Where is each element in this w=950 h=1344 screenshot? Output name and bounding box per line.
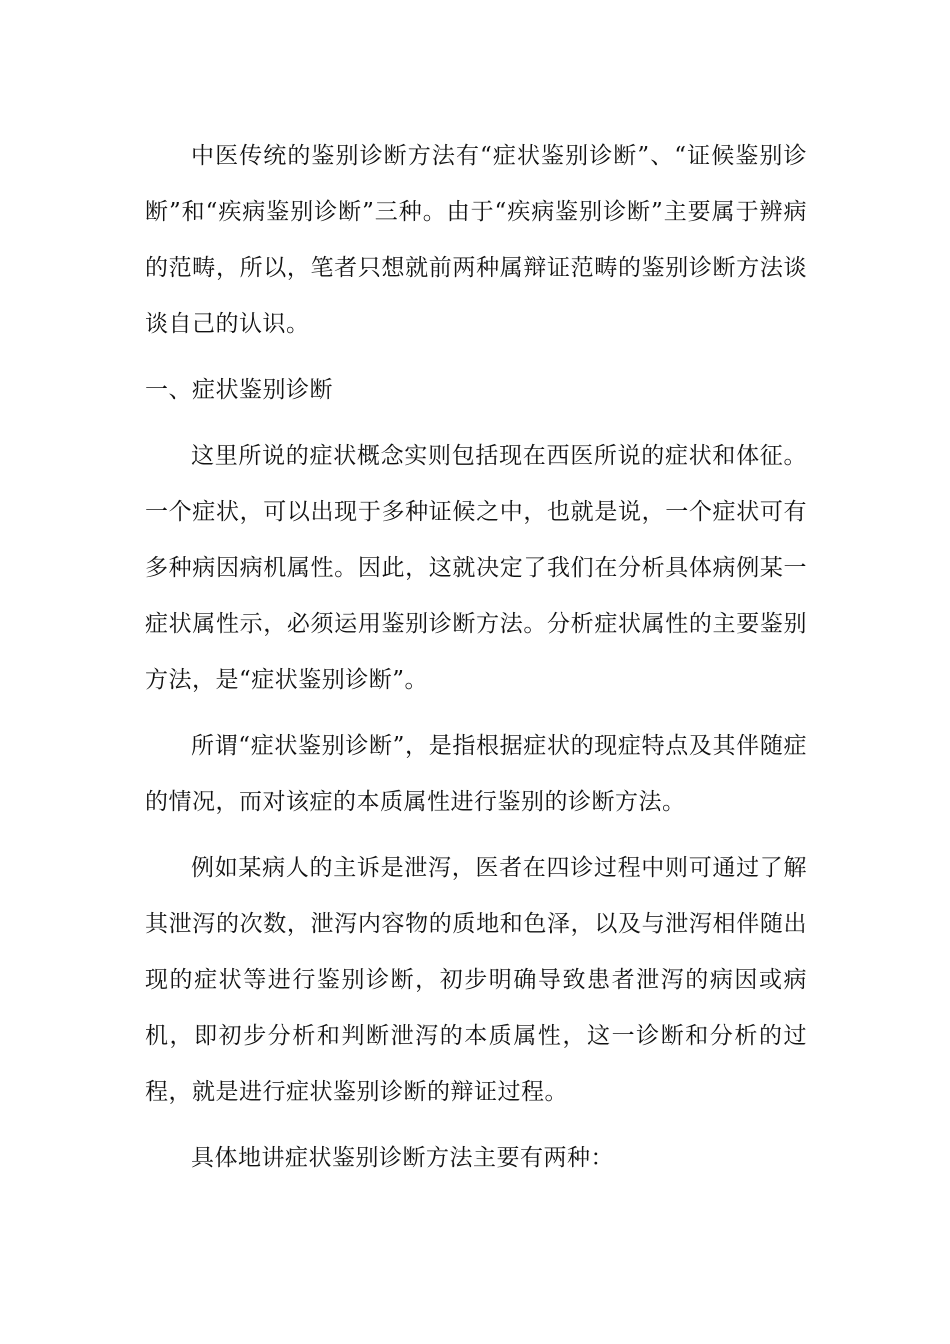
definition-paragraph: 所谓“症状鉴别诊断”，是指根据症状的现症特点及其伴随症的情况，而对该症的本质属性进行鉴别的诊断方法。 bbox=[145, 733, 807, 815]
document-body bbox=[145, 128, 807, 1196]
example-paragraph: 例如某病人的主诉是泄泻，医者在四诊过程中则可通过了解其泄泻的次数，泄泻内容物的质地和色泽，以及与泄泻相伴随出现的症状等进行鉴别诊断，初步明确导致患者泄泻的病因或病机，即初步分析和判断泄泻的本质属性，这一诊断和分析的过程，就是进行症状鉴别诊断的辩证过程。 bbox=[145, 855, 807, 1105]
section-heading: 一、症状鉴别诊断 bbox=[145, 377, 333, 403]
intro-paragraph: 中医传统的鉴别诊断方法有“症状鉴别诊断”、“证候鉴别诊断”和“疾病鉴别诊断”三种。由于“疾病鉴别诊断”主要属于辨病的范畴，所以，笔者只想就前两种属辩证范畴的鉴别诊断方法谈谈自己的认识。 bbox=[145, 143, 807, 337]
symptom-concept-paragraph: 这里所说的症状概念实则包括现在西医所说的症状和体征。一个症状，可以出现于多种证候之中，也就是说，一个症状可有多种病因病机属性。因此，这就决定了我们在分析具体病例某一症状属性示，必须运用鉴别诊断方法。分析症状属性的主要鉴别方法，是“症状鉴别诊断”。 bbox=[145, 443, 807, 693]
methods-intro-paragraph: 具体地讲症状鉴别诊断方法主要有两种： bbox=[191, 1145, 614, 1171]
